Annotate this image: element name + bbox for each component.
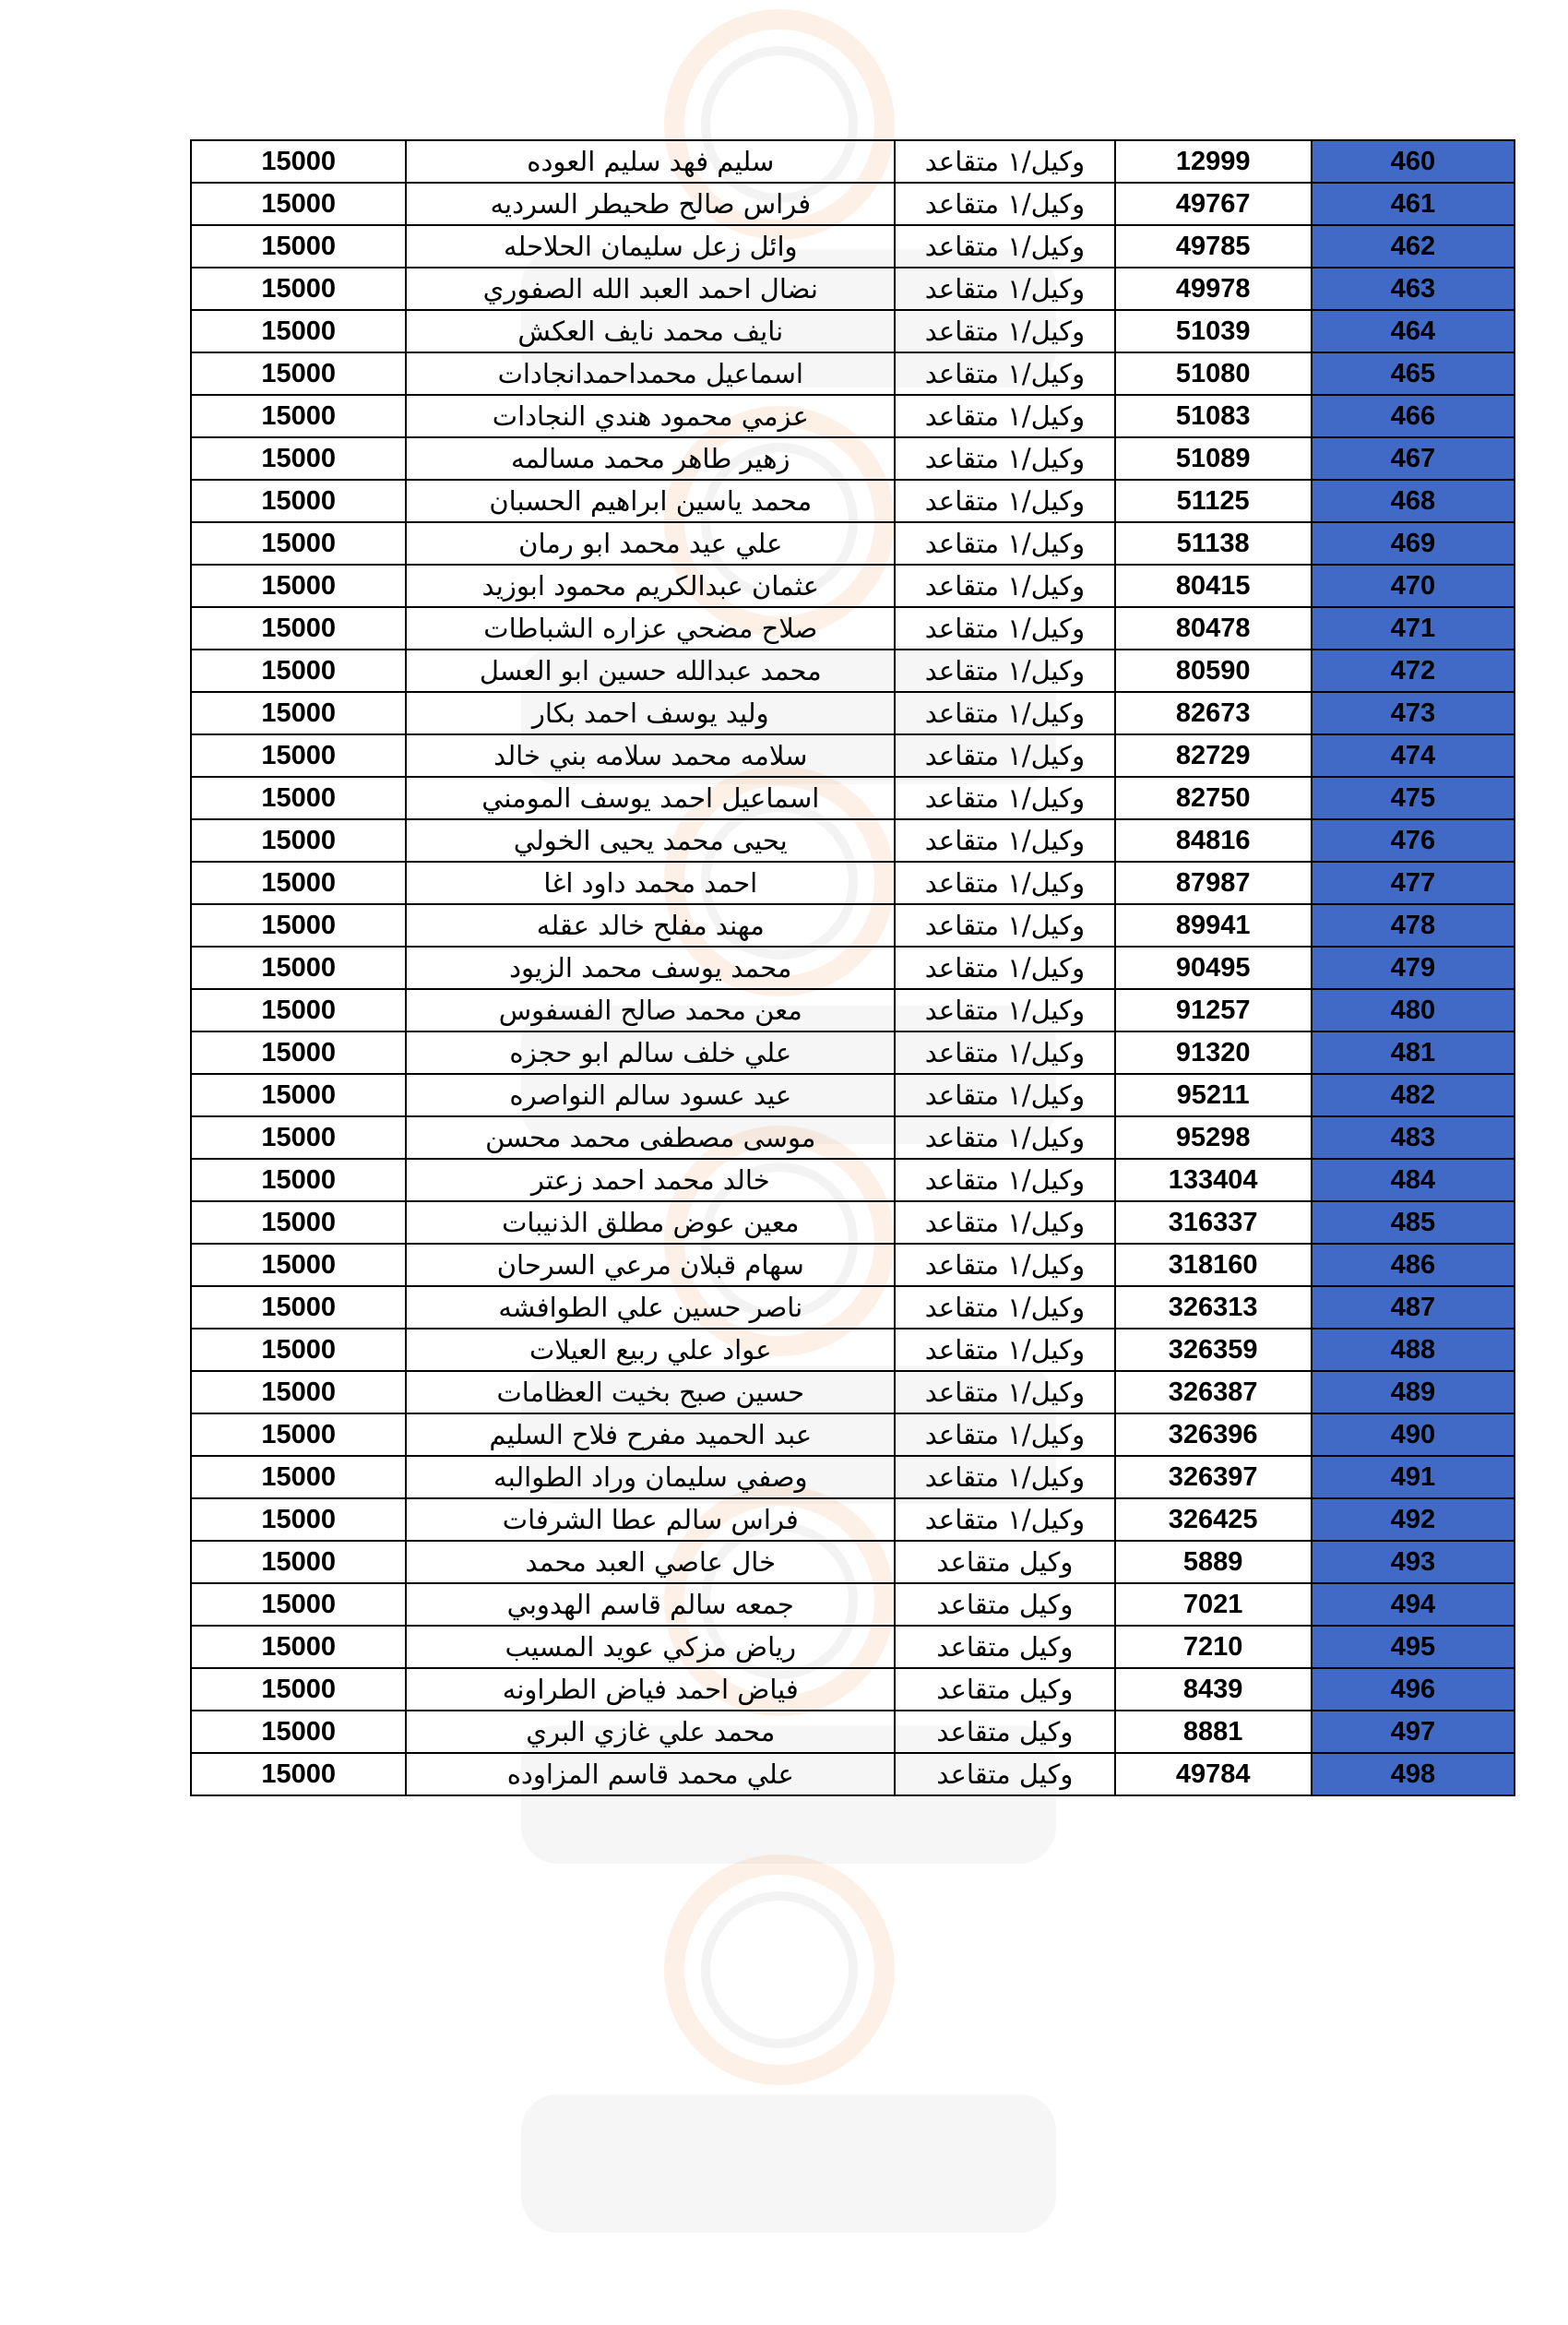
- type-cell: وكيل/١ متقاعد: [895, 650, 1114, 692]
- seq-cell: 464: [1312, 310, 1515, 352]
- type-cell: وكيل/١ متقاعد: [895, 565, 1114, 607]
- amount-cell: 15000: [191, 352, 406, 395]
- table-row: [191, 607, 1515, 650]
- id-cell: 91257: [1115, 989, 1312, 1031]
- amount-cell: 15000: [191, 777, 406, 819]
- name-cell: زهير طاهر محمد مسالمه: [406, 437, 895, 480]
- table-row: [191, 1498, 1515, 1541]
- id-cell: 8881: [1115, 1711, 1312, 1753]
- amount-cell: 15000: [191, 1541, 406, 1583]
- seq-cell: 489: [1312, 1371, 1515, 1413]
- amount-cell: 15000: [191, 1244, 406, 1286]
- name-cell: علي محمد قاسم المزاوده: [406, 1753, 895, 1795]
- table-row: [191, 1244, 1515, 1286]
- name-cell: سليم فهد سليم العوده: [406, 140, 895, 183]
- table-row: [191, 565, 1515, 607]
- seq-cell: 495: [1312, 1626, 1515, 1668]
- amount-cell: 15000: [191, 395, 406, 437]
- type-cell: وكيل/١ متقاعد: [895, 777, 1114, 819]
- type-cell: وكيل/١ متقاعد: [895, 904, 1114, 947]
- seq-cell: 498: [1312, 1753, 1515, 1795]
- name-cell: عواد علي ربيع العيلات: [406, 1329, 895, 1371]
- id-cell: 82673: [1115, 692, 1312, 734]
- id-cell: 326359: [1115, 1329, 1312, 1371]
- seq-cell: 481: [1312, 1031, 1515, 1074]
- seq-cell: 463: [1312, 268, 1515, 310]
- type-cell: وكيل/١ متقاعد: [895, 183, 1114, 225]
- id-cell: 51089: [1115, 437, 1312, 480]
- type-cell: وكيل/١ متقاعد: [895, 692, 1114, 734]
- id-cell: 8439: [1115, 1668, 1312, 1711]
- table-row: [191, 777, 1515, 819]
- table-row: [191, 522, 1515, 565]
- name-cell: وصفي سليمان وراد الطوالبه: [406, 1456, 895, 1498]
- amount-cell: 15000: [191, 734, 406, 777]
- name-cell: نضال احمد العبد الله الصفوري: [406, 268, 895, 310]
- id-cell: 326397: [1115, 1456, 1312, 1498]
- table-row: [191, 437, 1515, 480]
- seq-cell: 490: [1312, 1413, 1515, 1456]
- seq-cell: 468: [1312, 480, 1515, 522]
- seq-cell: 492: [1312, 1498, 1515, 1541]
- seq-cell: 484: [1312, 1159, 1515, 1201]
- id-cell: 51125: [1115, 480, 1312, 522]
- id-cell: 7210: [1115, 1626, 1312, 1668]
- id-cell: 91320: [1115, 1031, 1312, 1074]
- name-cell: محمد علي غازي البري: [406, 1711, 895, 1753]
- type-cell: وكيل/١ متقاعد: [895, 310, 1114, 352]
- type-cell: وكيل/١ متقاعد: [895, 1371, 1114, 1413]
- seq-cell: 494: [1312, 1583, 1515, 1626]
- table-row: [191, 1626, 1515, 1668]
- seq-cell: 491: [1312, 1456, 1515, 1498]
- seq-cell: 470: [1312, 565, 1515, 607]
- roster-table-body: [191, 140, 1515, 1795]
- type-cell: وكيل متقاعد: [895, 1626, 1114, 1668]
- seq-cell: 497: [1312, 1711, 1515, 1753]
- name-cell: محمد يوسف محمد الزيود: [406, 947, 895, 989]
- table-row: [191, 1329, 1515, 1371]
- amount-cell: 15000: [191, 650, 406, 692]
- seq-cell: 476: [1312, 819, 1515, 862]
- amount-cell: 15000: [191, 522, 406, 565]
- table-row: [191, 183, 1515, 225]
- type-cell: وكيل/١ متقاعد: [895, 1159, 1114, 1201]
- name-cell: خال عاصي العبد محمد: [406, 1541, 895, 1583]
- amount-cell: 15000: [191, 1031, 406, 1074]
- amount-cell: 15000: [191, 183, 406, 225]
- table-row: [191, 1159, 1515, 1201]
- name-cell: ناصر حسين علي الطوافشه: [406, 1286, 895, 1329]
- id-cell: 95211: [1115, 1074, 1312, 1116]
- name-cell: علي خلف سالم ابو حجزه: [406, 1031, 895, 1074]
- seq-cell: 475: [1312, 777, 1515, 819]
- amount-cell: 15000: [191, 947, 406, 989]
- name-cell: فياض احمد فياض الطراونه: [406, 1668, 895, 1711]
- id-cell: 90495: [1115, 947, 1312, 989]
- seq-cell: 482: [1312, 1074, 1515, 1116]
- table-row: [191, 734, 1515, 777]
- id-cell: 326387: [1115, 1371, 1312, 1413]
- type-cell: وكيل/١ متقاعد: [895, 862, 1114, 904]
- amount-cell: 15000: [191, 1371, 406, 1413]
- amount-cell: 15000: [191, 268, 406, 310]
- type-cell: وكيل/١ متقاعد: [895, 607, 1114, 650]
- type-cell: وكيل/١ متقاعد: [895, 1244, 1114, 1286]
- name-cell: فراس سالم عطا الشرفات: [406, 1498, 895, 1541]
- amount-cell: 15000: [191, 437, 406, 480]
- id-cell: 51138: [1115, 522, 1312, 565]
- seq-cell: 473: [1312, 692, 1515, 734]
- id-cell: 7021: [1115, 1583, 1312, 1626]
- amount-cell: 15000: [191, 1498, 406, 1541]
- id-cell: 80590: [1115, 650, 1312, 692]
- name-cell: معين عوض مطلق الذنيبات: [406, 1201, 895, 1244]
- id-cell: 82729: [1115, 734, 1312, 777]
- id-cell: 51083: [1115, 395, 1312, 437]
- id-cell: 89941: [1115, 904, 1312, 947]
- name-cell: خالد محمد احمد زعتر: [406, 1159, 895, 1201]
- type-cell: وكيل/١ متقاعد: [895, 140, 1114, 183]
- name-cell: معن محمد صالح الفسفوس: [406, 989, 895, 1031]
- name-cell: نايف محمد نايف العكش: [406, 310, 895, 352]
- table-row: [191, 140, 1515, 183]
- type-cell: وكيل/١ متقاعد: [895, 437, 1114, 480]
- seq-cell: 462: [1312, 225, 1515, 268]
- id-cell: 318160: [1115, 1244, 1312, 1286]
- amount-cell: 15000: [191, 565, 406, 607]
- name-cell: صلاح مضحي عزاره الشباطات: [406, 607, 895, 650]
- name-cell: جمعه سالم قاسم الهدوبي: [406, 1583, 895, 1626]
- amount-cell: 15000: [191, 1074, 406, 1116]
- name-cell: مهند مفلح خالد عقله: [406, 904, 895, 947]
- type-cell: وكيل متقاعد: [895, 1583, 1114, 1626]
- name-cell: عثمان عبدالكريم محمود ابوزيد: [406, 565, 895, 607]
- id-cell: 82750: [1115, 777, 1312, 819]
- id-cell: 49978: [1115, 268, 1312, 310]
- seq-cell: 467: [1312, 437, 1515, 480]
- seq-cell: 480: [1312, 989, 1515, 1031]
- amount-cell: 15000: [191, 692, 406, 734]
- table-row: [191, 395, 1515, 437]
- table-row: [191, 225, 1515, 268]
- amount-cell: 15000: [191, 1583, 406, 1626]
- amount-cell: 15000: [191, 1201, 406, 1244]
- type-cell: وكيل متقاعد: [895, 1668, 1114, 1711]
- type-cell: وكيل/١ متقاعد: [895, 1329, 1114, 1371]
- amount-cell: 15000: [191, 1456, 406, 1498]
- seq-cell: 461: [1312, 183, 1515, 225]
- type-cell: وكيل/١ متقاعد: [895, 1116, 1114, 1159]
- amount-cell: 15000: [191, 904, 406, 947]
- amount-cell: 15000: [191, 225, 406, 268]
- amount-cell: 15000: [191, 989, 406, 1031]
- name-cell: اسماعيل محمداحمدانجادات: [406, 352, 895, 395]
- table-row: [191, 1031, 1515, 1074]
- table-row: [191, 1668, 1515, 1711]
- type-cell: وكيل/١ متقاعد: [895, 480, 1114, 522]
- seq-cell: 485: [1312, 1201, 1515, 1244]
- type-cell: وكيل/١ متقاعد: [895, 1074, 1114, 1116]
- type-cell: وكيل/١ متقاعد: [895, 1456, 1114, 1498]
- table-row: [191, 1711, 1515, 1753]
- seq-cell: 496: [1312, 1668, 1515, 1711]
- type-cell: وكيل/١ متقاعد: [895, 1201, 1114, 1244]
- amount-cell: 15000: [191, 1626, 406, 1668]
- amount-cell: 15000: [191, 1668, 406, 1711]
- type-cell: وكيل/١ متقاعد: [895, 1286, 1114, 1329]
- type-cell: وكيل/١ متقاعد: [895, 395, 1114, 437]
- type-cell: وكيل/١ متقاعد: [895, 1413, 1114, 1456]
- name-cell: محمد ياسين ابراهيم الحسبان: [406, 480, 895, 522]
- type-cell: وكيل متقاعد: [895, 1753, 1114, 1795]
- name-cell: وليد يوسف احمد بكار: [406, 692, 895, 734]
- id-cell: 95298: [1115, 1116, 1312, 1159]
- type-cell: وكيل/١ متقاعد: [895, 352, 1114, 395]
- watermark-logo: [503, 1845, 1075, 2325]
- amount-cell: 15000: [191, 1711, 406, 1753]
- name-cell: علي عيد محمد ابو رمان: [406, 522, 895, 565]
- amount-cell: 15000: [191, 1116, 406, 1159]
- type-cell: وكيل/١ متقاعد: [895, 734, 1114, 777]
- roster-table: [190, 139, 1515, 1796]
- seq-cell: 486: [1312, 1244, 1515, 1286]
- seq-cell: 474: [1312, 734, 1515, 777]
- table-row: [191, 1541, 1515, 1583]
- table-row: [191, 1583, 1515, 1626]
- type-cell: وكيل/١ متقاعد: [895, 819, 1114, 862]
- type-cell: وكيل/١ متقاعد: [895, 989, 1114, 1031]
- id-cell: 326425: [1115, 1498, 1312, 1541]
- name-cell: عبد الحميد مفرح فلاح السليم: [406, 1413, 895, 1456]
- table-row: [191, 692, 1515, 734]
- id-cell: 87987: [1115, 862, 1312, 904]
- id-cell: 12999: [1115, 140, 1312, 183]
- seq-cell: 471: [1312, 607, 1515, 650]
- id-cell: 49784: [1115, 1753, 1312, 1795]
- name-cell: فراس صالح طحيطر السرديه: [406, 183, 895, 225]
- type-cell: وكيل متقاعد: [895, 1711, 1114, 1753]
- table-row: [191, 947, 1515, 989]
- name-cell: سهام قبلان مرعي السرحان: [406, 1244, 895, 1286]
- id-cell: 51039: [1115, 310, 1312, 352]
- name-cell: احمد محمد داود اغا: [406, 862, 895, 904]
- table-row: [191, 1371, 1515, 1413]
- type-cell: وكيل/١ متقاعد: [895, 947, 1114, 989]
- table-row: [191, 862, 1515, 904]
- table-row: [191, 904, 1515, 947]
- seq-cell: 466: [1312, 395, 1515, 437]
- table-row: [191, 1413, 1515, 1456]
- name-cell: محمد عبدالله حسين ابو العسل: [406, 650, 895, 692]
- seq-cell: 477: [1312, 862, 1515, 904]
- table-row: [191, 819, 1515, 862]
- name-cell: عزمي محمود هندي النجادات: [406, 395, 895, 437]
- amount-cell: 15000: [191, 1753, 406, 1795]
- table-row: [191, 352, 1515, 395]
- table-row: [191, 989, 1515, 1031]
- type-cell: وكيل/١ متقاعد: [895, 522, 1114, 565]
- seq-cell: 469: [1312, 522, 1515, 565]
- id-cell: 49785: [1115, 225, 1312, 268]
- seq-cell: 493: [1312, 1541, 1515, 1583]
- name-cell: موسى مصطفى محمد محسن: [406, 1116, 895, 1159]
- amount-cell: 15000: [191, 1286, 406, 1329]
- amount-cell: 15000: [191, 310, 406, 352]
- type-cell: وكيل متقاعد: [895, 1541, 1114, 1583]
- id-cell: 49767: [1115, 183, 1312, 225]
- name-cell: سلامه محمد سلامه بني خالد: [406, 734, 895, 777]
- table-row: [191, 1456, 1515, 1498]
- seq-cell: 487: [1312, 1286, 1515, 1329]
- name-cell: رياض مزكي عويد المسيب: [406, 1626, 895, 1668]
- amount-cell: 15000: [191, 862, 406, 904]
- type-cell: وكيل/١ متقاعد: [895, 1498, 1114, 1541]
- type-cell: وكيل/١ متقاعد: [895, 225, 1114, 268]
- seq-cell: 460: [1312, 140, 1515, 183]
- amount-cell: 15000: [191, 1413, 406, 1456]
- name-cell: اسماعيل احمد يوسف المومني: [406, 777, 895, 819]
- seq-cell: 488: [1312, 1329, 1515, 1371]
- table-row: [191, 480, 1515, 522]
- id-cell: 326396: [1115, 1413, 1312, 1456]
- seq-cell: 465: [1312, 352, 1515, 395]
- seq-cell: 479: [1312, 947, 1515, 989]
- id-cell: 51080: [1115, 352, 1312, 395]
- name-cell: وائل زعل سليمان الحلاحله: [406, 225, 895, 268]
- table-row: [191, 1753, 1515, 1795]
- table-row: [191, 1286, 1515, 1329]
- seq-cell: 478: [1312, 904, 1515, 947]
- table-row: [191, 1116, 1515, 1159]
- amount-cell: 15000: [191, 480, 406, 522]
- id-cell: 316337: [1115, 1201, 1312, 1244]
- amount-cell: 15000: [191, 140, 406, 183]
- id-cell: 326313: [1115, 1286, 1312, 1329]
- table-row: [191, 1201, 1515, 1244]
- amount-cell: 15000: [191, 607, 406, 650]
- id-cell: 133404: [1115, 1159, 1312, 1201]
- seq-cell: 472: [1312, 650, 1515, 692]
- type-cell: وكيل/١ متقاعد: [895, 1031, 1114, 1074]
- table-row: [191, 650, 1515, 692]
- table-row: [191, 310, 1515, 352]
- amount-cell: 15000: [191, 1159, 406, 1201]
- id-cell: 5889: [1115, 1541, 1312, 1583]
- seq-cell: 483: [1312, 1116, 1515, 1159]
- id-cell: 84816: [1115, 819, 1312, 862]
- amount-cell: 15000: [191, 1329, 406, 1371]
- table-row: [191, 1074, 1515, 1116]
- id-cell: 80478: [1115, 607, 1312, 650]
- id-cell: 80415: [1115, 565, 1312, 607]
- amount-cell: 15000: [191, 819, 406, 862]
- table-row: [191, 268, 1515, 310]
- name-cell: عيد عسود سالم النواصره: [406, 1074, 895, 1116]
- name-cell: حسين صبح بخيت العظامات: [406, 1371, 895, 1413]
- name-cell: يحيى محمد يحيى الخولي: [406, 819, 895, 862]
- type-cell: وكيل/١ متقاعد: [895, 268, 1114, 310]
